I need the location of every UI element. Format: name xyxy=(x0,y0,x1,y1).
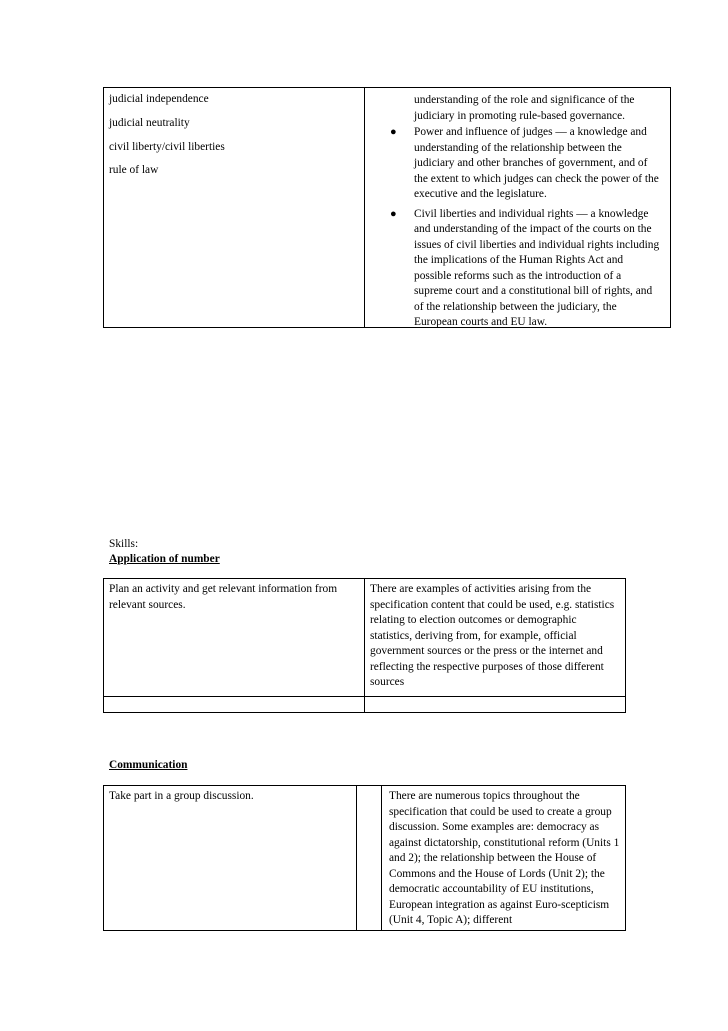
communication-heading: Communication xyxy=(109,759,188,771)
left-item-judicial-neutrality: judicial neutrality xyxy=(109,117,190,129)
bullet-item-civil-liberties xyxy=(390,207,662,331)
group-discussion-cell: Take part in a group discussion. xyxy=(109,790,254,802)
left-item-civil-liberty: civil liberty/civil liberties xyxy=(109,141,225,153)
table-divider xyxy=(356,785,357,931)
table-divider xyxy=(381,785,382,931)
activity-cell: Plan an activity and get relevant information from relevant sources. xyxy=(109,583,338,611)
right-lead-text: understanding of the role and significance of the judiciary in promoting rule-based governance. xyxy=(414,94,635,122)
skills-label: Skills: xyxy=(109,538,139,550)
table-divider xyxy=(364,87,365,328)
application-of-number-heading: Application of number xyxy=(109,553,220,565)
left-item-judicial-independence: judicial independence xyxy=(109,93,209,105)
discussion-topics-cell: There are numerous topics throughout the specification that could be used to create a group discussion. Some examples are: democracy as against dictatorship, constitutional reform (Units 1 and 2); the relationship between the House of Commons and the House of Lords (Unit 2); the democratic accountability of EU institutions, European integration as against Euro-scepticism (Unit 4, Topic A); different xyxy=(389,790,620,926)
examples-cell: There are examples of activities arising from the specification content that could be used, e.g. statistics relating to election outcomes or demographic statistics, deriving from, for example, official government sources or the press or the internet and reflecting the respective purposes of those different sources xyxy=(370,583,615,688)
right-bullet-list xyxy=(390,125,662,335)
bullet-text: Civil liberties and individual rights — a knowledge and understanding of the impact of the courts on the issues of civil liberties and individual rights including the implications of the Human Rights Act and possible reforms such as the introduction of a supreme court and a constitutional bill of rights, and of the relationship between the judiciary, the European courts and EU law. xyxy=(414,207,660,328)
bullet-icon: ● xyxy=(390,207,397,220)
bullet-icon: ● xyxy=(390,126,397,138)
table-row-divider xyxy=(103,696,626,697)
bullet-item-power-of-judges xyxy=(390,125,662,203)
bullet-text: Power and influence of judges — a knowledge and understanding of the relationship between the judiciary and other branches of government, and of the extent to which judges can check the power of the executive and the legislature. xyxy=(414,126,659,200)
left-item-rule-of-law: rule of law xyxy=(109,164,159,176)
table-divider xyxy=(364,578,365,713)
